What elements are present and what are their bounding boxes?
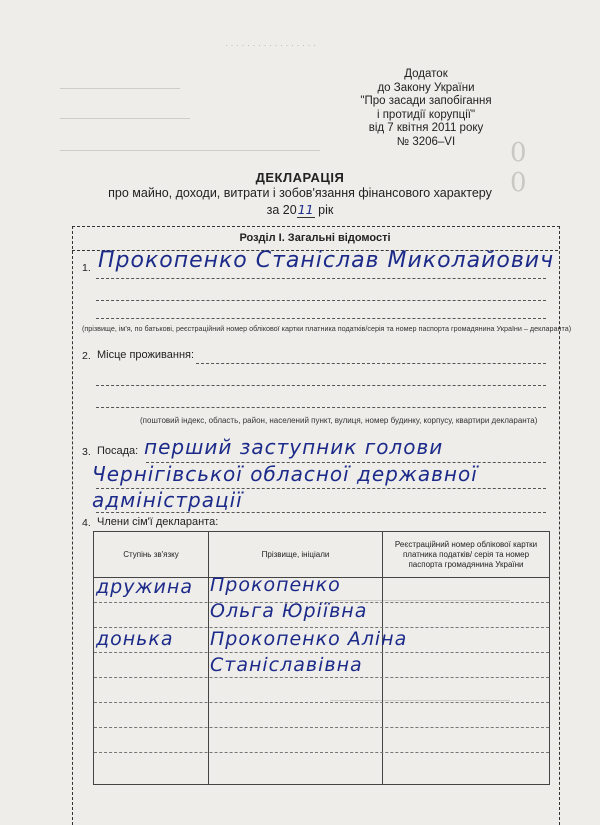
bleed-through-text: · · · · · · · · · · · · · · · · ·: [225, 40, 316, 50]
fill-line: [96, 300, 546, 301]
fill-line: [96, 318, 546, 319]
name-cell: Ольга Юріївна: [210, 600, 368, 622]
table-header-relation: Ступінь зв'язку: [123, 549, 179, 559]
fill-line: [96, 385, 546, 386]
table-header-id: Реєстраційний номер облікової картки платника податків/ серія та номер паспорта громадянина України: [394, 539, 538, 569]
table-row-line: [94, 752, 549, 753]
fill-line: [96, 488, 546, 489]
law-reference-line: Додаток: [404, 68, 448, 80]
relation-cell: донька: [96, 628, 174, 650]
table-header-name: Прізвище, ініціали: [261, 549, 330, 559]
name-cell: Станіславівна: [210, 654, 363, 676]
year-handwritten: 11: [297, 202, 314, 217]
item2-caption: (поштовий індекс, область, район, населений пункт, вулиця, номер будинку, корпусу, квартири декларанта): [140, 416, 538, 425]
family-label: Члени сім'ї декларанта:: [97, 516, 219, 528]
relation-cell: дружина: [96, 576, 193, 598]
bleed-through-line: [60, 88, 180, 89]
table-row-line: [94, 702, 549, 703]
declaration-year: [0, 202, 600, 218]
item-number: 2.: [82, 350, 91, 362]
section-heading: Розділ І. Загальні відомості: [72, 226, 558, 251]
bleed-through-number: 0: [510, 168, 527, 198]
fill-line: [96, 512, 546, 513]
item-number: 4.: [82, 517, 91, 529]
item1-caption: (прізвище, ім'я, по батькові, реєстраційний номер облікової картки платника податків/серія та номер паспорта громадянина України – декларанта): [82, 324, 572, 333]
fill-line: [96, 278, 546, 279]
year-suffix: рік: [318, 203, 334, 217]
table-row-line: [94, 677, 549, 678]
position-line: адміністрації: [92, 488, 243, 512]
bleed-through-line: [60, 150, 320, 151]
law-reference: [326, 68, 526, 149]
document-subtitle: про майно, доходи, витрати і зобов'язання фінансового характеру: [108, 186, 492, 200]
law-reference-line: до Закону України: [377, 81, 475, 94]
item-number: 3.: [82, 446, 91, 458]
table-row-line: [94, 727, 549, 728]
fill-line: [146, 462, 546, 463]
fill-line: [196, 363, 546, 364]
bleed-through-line: [60, 118, 190, 119]
name-cell: Прокопенко: [210, 574, 341, 596]
fill-line: [96, 407, 546, 408]
position-line: Чернігівської обласної державної: [92, 462, 478, 486]
document-title: ДЕКЛАРАЦІЯ: [255, 170, 345, 185]
law-reference-line: № 3206–VI: [396, 135, 456, 148]
position-line: перший заступник голови: [144, 435, 444, 459]
position-label: Посада:: [97, 445, 139, 457]
residence-label: Місце проживання:: [97, 349, 195, 361]
law-reference-line: від 7 квітня 2011 року: [368, 122, 484, 134]
bleed-through-number: 0: [510, 138, 527, 168]
item-number: 1.: [82, 262, 91, 274]
table-column-divider: [382, 532, 383, 784]
law-reference-line: і протидії корупції": [376, 108, 476, 121]
declarant-name: Прокопенко Станіслав Миколайович: [98, 248, 555, 273]
year-prefix: за 20: [266, 203, 297, 217]
table-row-line: [94, 652, 549, 653]
name-cell: Прокопенко Аліна: [210, 628, 408, 650]
law-reference-line: "Про засади запобігання: [360, 95, 492, 107]
